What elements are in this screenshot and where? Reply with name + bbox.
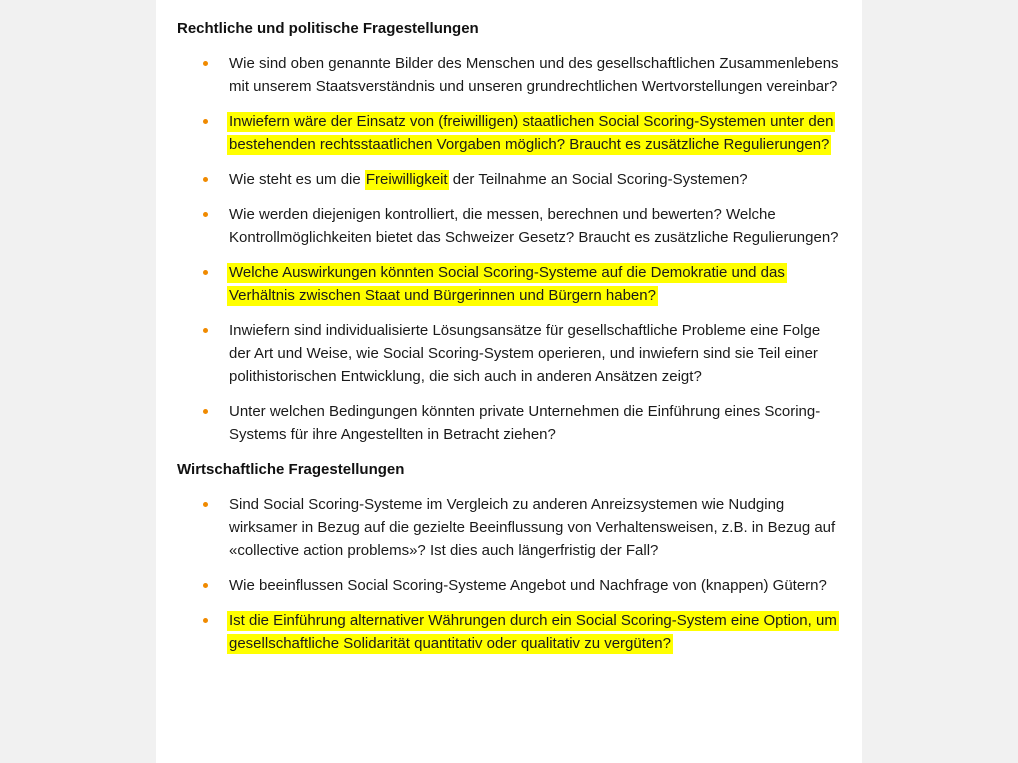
highlighted-text: Ist die Einführung alternativer Währungen durch ein Social Scoring-System eine Option, um gesellschaftliche Solidarität quantitativ oder qualitativ zu vergüten?	[229, 612, 837, 652]
list-item-text: Sind Social Scoring-Systeme im Vergleich zu anderen Anreizsystemen wie Nudging wirksamer in Bezug auf die gezielte Beeinflussung von Verhaltensweisen, z.B. in Bezug auf «collective action problems»? Ist dies auch längerfristig der Fall?	[229, 496, 836, 559]
bullet-icon	[203, 270, 208, 275]
list-item	[177, 319, 842, 388]
highlighted-text: Welche Auswirkungen könnten Social Scoring-Systeme auf die Demokratie und das Verhältnis zwischen Staat und Bürgerinnen und Bürgern haben?	[229, 264, 785, 304]
bullet-icon	[203, 409, 208, 414]
list-item	[177, 609, 842, 655]
list-item	[177, 203, 842, 249]
bullet-icon	[203, 502, 208, 507]
bullet-icon	[203, 328, 208, 333]
highlighted-word: Freiwilligkeit	[365, 171, 448, 188]
list-item	[177, 261, 842, 307]
list-item-text: Wie werden diejenigen kontrolliert, die messen, berechnen und bewerten? Welche Kontrollmöglichkeiten bietet das Schweizer Gesetz? Braucht es zusätzliche Regulierungen?	[229, 206, 839, 246]
economic-question-list	[177, 493, 842, 655]
list-item	[177, 493, 842, 562]
document-content	[177, 17, 842, 655]
bullet-icon	[203, 583, 208, 588]
list-item	[177, 52, 842, 98]
bullet-icon	[203, 61, 208, 66]
list-item	[177, 400, 842, 446]
highlighted-text: Inwiefern wäre der Einsatz von (freiwilligen) staatlichen Social Scoring-Systemen unter den bestehenden rechtsstaatlichen Vorgaben möglich? Braucht es zusätzliche Regulierungen?	[229, 113, 834, 153]
list-item	[177, 574, 842, 597]
list-item-text-before: Wie steht es um die	[229, 171, 365, 188]
list-item-text: Unter welchen Bedingungen könnten private Unternehmen die Einführung eines Scoring-Systems für ihre Angestellten in Betracht ziehen?	[229, 403, 821, 443]
list-item	[177, 168, 842, 191]
bullet-icon	[203, 618, 208, 623]
bullet-icon	[203, 212, 208, 217]
list-item-text: Wie sind oben genannte Bilder des Menschen und des gesellschaftlichen Zusammenlebens mit unserem Staatsverständnis und unseren grundrechtlichen Wertvorstellungen vereinbar?	[229, 55, 839, 95]
bullet-icon	[203, 119, 208, 124]
list-item	[177, 110, 842, 156]
section-heading-legal-political: Rechtliche und politische Fragestellungen	[177, 20, 479, 37]
legal-political-question-list	[177, 52, 842, 446]
section-heading-economic: Wirtschaftliche Fragestellungen	[177, 461, 405, 478]
list-item-text: Inwiefern sind individualisierte Lösungsansätze für gesellschaftliche Probleme eine Folge der Art und Weise, wie Social Scoring-System operieren, und inwiefern sind sie Teil einer polithistorischen Entwicklung, die sich auch in anderen Ansätzen zeigt?	[229, 322, 821, 385]
bullet-icon	[203, 177, 208, 182]
list-item-text: Wie beeinflussen Social Scoring-Systeme Angebot und Nachfrage von (knappen) Gütern?	[229, 577, 827, 594]
list-item-text-after: der Teilnahme an Social Scoring-Systemen?	[448, 171, 748, 188]
document-page	[156, 0, 862, 763]
